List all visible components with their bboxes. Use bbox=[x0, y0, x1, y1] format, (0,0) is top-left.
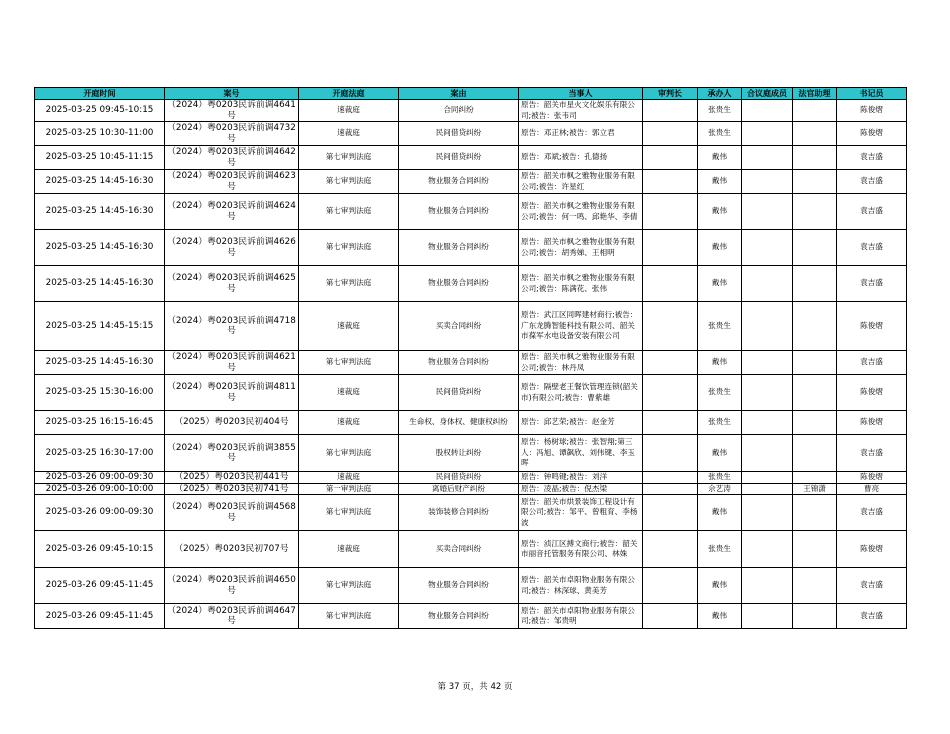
header-cause: 案由 bbox=[399, 88, 519, 100]
cell-panel-members bbox=[742, 495, 793, 531]
table-row bbox=[35, 495, 907, 531]
cell-hearing-time: 2025-03-25 10:45-11:15 bbox=[35, 146, 165, 170]
cell-cause: 股权转让纠纷 bbox=[399, 435, 519, 472]
table-body bbox=[35, 100, 907, 629]
cell-hearing-time: 2025-03-26 09:00-09:30 bbox=[35, 495, 165, 531]
cell-parties: 原告：武江区同晖建材商行;被告：广东龙腾智能科技有限公司、韶关市葆军水电设备安装有限公司 bbox=[519, 302, 643, 351]
cell-cause: 物业服务合同纠纷 bbox=[399, 351, 519, 375]
hearing-schedule-table bbox=[34, 87, 907, 629]
cell-presiding-judge bbox=[643, 170, 698, 194]
table-row bbox=[35, 194, 907, 230]
cell-panel-members bbox=[742, 351, 793, 375]
table-row bbox=[35, 302, 907, 351]
cell-case-number: （2024）粤0203民诉前调4624号 bbox=[165, 194, 299, 230]
cell-judge-assistant bbox=[793, 146, 837, 170]
cell-clerk: 陈俊熠 bbox=[837, 411, 907, 435]
cell-handler: 张贵生 bbox=[698, 302, 742, 351]
cell-presiding-judge bbox=[643, 266, 698, 302]
cell-courtroom: 速裁庭 bbox=[299, 411, 399, 435]
cell-presiding-judge bbox=[643, 604, 698, 629]
cell-hearing-time: 2025-03-25 14:45-15:15 bbox=[35, 302, 165, 351]
cell-judge-assistant bbox=[793, 604, 837, 629]
cell-handler: 戴伟 bbox=[698, 351, 742, 375]
cell-parties: 原告：邓斌;被告：孔德扬 bbox=[519, 146, 643, 170]
cell-panel-members bbox=[742, 302, 793, 351]
cell-parties: 原告：韶关市枫之雅物业服务有限公司;被告：胡秀娣、王相明 bbox=[519, 230, 643, 266]
cell-judge-assistant bbox=[793, 435, 837, 472]
cell-case-number: （2024）粤0203民诉前调4621号 bbox=[165, 351, 299, 375]
cell-courtroom: 第七审判法庭 bbox=[299, 435, 399, 472]
cell-panel-members bbox=[742, 230, 793, 266]
table-row bbox=[35, 170, 907, 194]
cell-courtroom: 第七审判法庭 bbox=[299, 604, 399, 629]
cell-presiding-judge bbox=[643, 435, 698, 472]
table-row bbox=[35, 100, 907, 122]
cell-presiding-judge bbox=[643, 100, 698, 122]
cell-presiding-judge bbox=[643, 495, 698, 531]
cell-clerk: 袁吉盛 bbox=[837, 568, 907, 604]
cell-cause: 物业服务合同纠纷 bbox=[399, 266, 519, 302]
header-handler: 承办人 bbox=[698, 88, 742, 100]
cell-cause: 物业服务合同纠纷 bbox=[399, 568, 519, 604]
cell-handler: 戴伟 bbox=[698, 495, 742, 531]
cell-hearing-time: 2025-03-25 15:30-16:00 bbox=[35, 375, 165, 411]
cell-clerk: 袁吉盛 bbox=[837, 604, 907, 629]
cell-presiding-judge bbox=[643, 375, 698, 411]
cell-presiding-judge bbox=[643, 411, 698, 435]
cell-case-number: （2025）粤0203民初404号 bbox=[165, 411, 299, 435]
header-hearing-time: 开庭时间 bbox=[35, 88, 165, 100]
cell-clerk: 曹亮 bbox=[837, 483, 907, 495]
cell-parties: 原告：韶关市枫之雅物业服务有限公司;被告：许星红 bbox=[519, 170, 643, 194]
cell-case-number: （2024）粤0203民诉前调4642号 bbox=[165, 146, 299, 170]
cell-case-number: （2024）粤0203民诉前调4647号 bbox=[165, 604, 299, 629]
cell-cause: 物业服务合同纠纷 bbox=[399, 194, 519, 230]
cell-case-number: （2024）粤0203民诉前调4811号 bbox=[165, 375, 299, 411]
cell-cause: 物业服务合同纠纷 bbox=[399, 604, 519, 629]
cell-clerk: 袁吉盛 bbox=[837, 351, 907, 375]
cell-presiding-judge bbox=[643, 230, 698, 266]
cell-panel-members bbox=[742, 100, 793, 122]
cell-parties: 原告：杨树球;被告：张智翔;第三人：冯旭、谭飙欣、刘伟键、李玉晖 bbox=[519, 435, 643, 472]
cell-parties: 原告：韶关市星火文化娱乐有限公司;被告：张韦司 bbox=[519, 100, 643, 122]
cell-judge-assistant bbox=[793, 122, 837, 146]
cell-panel-members bbox=[742, 194, 793, 230]
cell-hearing-time: 2025-03-26 09:45-11:45 bbox=[35, 604, 165, 629]
cell-handler: 戴伟 bbox=[698, 170, 742, 194]
cell-judge-assistant bbox=[793, 472, 837, 484]
cell-judge-assistant bbox=[793, 411, 837, 435]
cell-hearing-time: 2025-03-26 09:45-10:15 bbox=[35, 531, 165, 568]
header-presiding-judge: 审判长 bbox=[643, 88, 698, 100]
cell-hearing-time: 2025-03-25 14:45-16:30 bbox=[35, 266, 165, 302]
cell-parties: 原告：韶关市烘景装饰工程设计有限公司;被告：邹平、曾粗育、李杨波 bbox=[519, 495, 643, 531]
header-clerk: 书记员 bbox=[837, 88, 907, 100]
cell-parties: 原告：浈江区搏文商行;被告：韶关市丽音托管服务有限公司、林姝 bbox=[519, 531, 643, 568]
cell-hearing-time: 2025-03-25 14:45-16:30 bbox=[35, 230, 165, 266]
table-row bbox=[35, 568, 907, 604]
cell-parties: 原告：邱艺荣;被告：赵金芳 bbox=[519, 411, 643, 435]
cell-courtroom: 速裁庭 bbox=[299, 302, 399, 351]
cell-presiding-judge bbox=[643, 122, 698, 146]
cell-panel-members bbox=[742, 604, 793, 629]
cell-courtroom: 第七审判法庭 bbox=[299, 170, 399, 194]
table-row bbox=[35, 375, 907, 411]
cell-judge-assistant bbox=[793, 230, 837, 266]
cell-presiding-judge bbox=[643, 483, 698, 495]
cell-handler: 戴伟 bbox=[698, 230, 742, 266]
cell-case-number: （2025）粤0203民初741号 bbox=[165, 483, 299, 495]
cell-hearing-time: 2025-03-25 16:30-17:00 bbox=[35, 435, 165, 472]
cell-judge-assistant bbox=[793, 194, 837, 230]
header-case-number: 案号 bbox=[165, 88, 299, 100]
cell-handler: 张贵生 bbox=[698, 411, 742, 435]
cell-handler: 戴伟 bbox=[698, 194, 742, 230]
cell-cause: 离婚后财产纠纷 bbox=[399, 483, 519, 495]
cell-parties: 原告：韶关市枫之雅物业服务有限公司;被告：何一鸣、邱艳华、李倩 bbox=[519, 194, 643, 230]
cell-parties: 原告：韶关市枫之雅物业服务有限公司;被告：林丹凤 bbox=[519, 351, 643, 375]
cell-cause: 民间借贷纠纷 bbox=[399, 472, 519, 484]
cell-parties: 原告：钟鸣键;被告：刘洋 bbox=[519, 472, 643, 484]
cell-cause: 民间借贷纠纷 bbox=[399, 375, 519, 411]
cell-presiding-judge bbox=[643, 568, 698, 604]
cell-clerk: 袁吉盛 bbox=[837, 170, 907, 194]
cell-cause: 合同纠纷 bbox=[399, 100, 519, 122]
cell-judge-assistant bbox=[793, 495, 837, 531]
cell-clerk: 陈俊熠 bbox=[837, 375, 907, 411]
header-judge-assistant: 法官助理 bbox=[793, 88, 837, 100]
cell-courtroom: 第七审判法庭 bbox=[299, 266, 399, 302]
cell-hearing-time: 2025-03-25 14:45-16:30 bbox=[35, 170, 165, 194]
cell-parties: 原告：韶关市卓阳物业服务有限公司;被告：邹贵明 bbox=[519, 604, 643, 629]
cell-hearing-time: 2025-03-26 09:45-11:45 bbox=[35, 568, 165, 604]
table-row bbox=[35, 411, 907, 435]
cell-courtroom: 第七审判法庭 bbox=[299, 194, 399, 230]
cell-case-number: （2024）粤0203民诉前调4650号 bbox=[165, 568, 299, 604]
cell-presiding-judge bbox=[643, 194, 698, 230]
cell-presiding-judge bbox=[643, 472, 698, 484]
cell-clerk: 陈俊熠 bbox=[837, 302, 907, 351]
cell-clerk: 袁吉盛 bbox=[837, 495, 907, 531]
cell-case-number: （2024）粤0203民诉前调4623号 bbox=[165, 170, 299, 194]
cell-panel-members bbox=[742, 568, 793, 604]
cell-panel-members bbox=[742, 411, 793, 435]
cell-case-number: （2024）粤0203民诉前调4732号 bbox=[165, 122, 299, 146]
cell-presiding-judge bbox=[643, 351, 698, 375]
cell-case-number: （2025）粤0203民初441号 bbox=[165, 472, 299, 484]
cell-presiding-judge bbox=[643, 146, 698, 170]
cell-courtroom: 速裁庭 bbox=[299, 531, 399, 568]
cell-cause: 买卖合同纠纷 bbox=[399, 531, 519, 568]
table-row bbox=[35, 122, 907, 146]
cell-panel-members bbox=[742, 170, 793, 194]
cell-parties: 原告：韶关市枫之雅物业服务有限公司;被告：陈满花、张伟 bbox=[519, 266, 643, 302]
table-row bbox=[35, 604, 907, 629]
cell-panel-members bbox=[742, 435, 793, 472]
cell-cause: 物业服务合同纠纷 bbox=[399, 230, 519, 266]
cell-presiding-judge bbox=[643, 302, 698, 351]
cell-panel-members bbox=[742, 472, 793, 484]
cell-parties: 原告：隔壁老王餐饮管理连锁(韶关市)有限公司;被告：曹紫雄 bbox=[519, 375, 643, 411]
table-row bbox=[35, 435, 907, 472]
cell-cause: 生命权、身体权、健康权纠纷 bbox=[399, 411, 519, 435]
cell-parties: 原告：凌晶;被告：倪杰梁 bbox=[519, 483, 643, 495]
cell-cause: 装饰装修合同纠纷 bbox=[399, 495, 519, 531]
cell-panel-members bbox=[742, 531, 793, 568]
cell-judge-assistant bbox=[793, 568, 837, 604]
cell-courtroom: 第七审判法庭 bbox=[299, 146, 399, 170]
cell-handler: 佘艺涛 bbox=[698, 483, 742, 495]
cell-courtroom: 速裁庭 bbox=[299, 122, 399, 146]
table-row bbox=[35, 483, 907, 495]
header-panel-members: 合议庭成员 bbox=[742, 88, 793, 100]
cell-handler: 戴伟 bbox=[698, 604, 742, 629]
cell-presiding-judge bbox=[643, 531, 698, 568]
cell-clerk: 陈俊熠 bbox=[837, 100, 907, 122]
cell-parties: 原告：邓正林;被告：郭立君 bbox=[519, 122, 643, 146]
cell-judge-assistant bbox=[793, 100, 837, 122]
cell-parties: 原告：韶关市卓阳物业服务有限公司;被告：林深球、黄美芳 bbox=[519, 568, 643, 604]
cell-clerk: 陈俊熠 bbox=[837, 531, 907, 568]
cell-courtroom: 第一审判法庭 bbox=[299, 483, 399, 495]
header-courtroom: 开庭法庭 bbox=[299, 88, 399, 100]
cell-courtroom: 第七审判法庭 bbox=[299, 351, 399, 375]
cell-handler: 张贵生 bbox=[698, 375, 742, 411]
cell-cause: 民间借贷纠纷 bbox=[399, 146, 519, 170]
cell-panel-members bbox=[742, 266, 793, 302]
cell-clerk: 陈俊熠 bbox=[837, 472, 907, 484]
header-row bbox=[35, 88, 907, 100]
cell-courtroom: 速裁庭 bbox=[299, 100, 399, 122]
cell-panel-members bbox=[742, 122, 793, 146]
cell-judge-assistant bbox=[793, 302, 837, 351]
cell-courtroom: 第七审判法庭 bbox=[299, 230, 399, 266]
page-number: 第 37 页，共 42 页 bbox=[437, 682, 513, 692]
table-row bbox=[35, 230, 907, 266]
cell-hearing-time: 2025-03-26 09:00-10:00 bbox=[35, 483, 165, 495]
cell-judge-assistant bbox=[793, 170, 837, 194]
cell-handler: 张贵生 bbox=[698, 472, 742, 484]
table-row bbox=[35, 472, 907, 484]
cell-cause: 买卖合同纠纷 bbox=[399, 302, 519, 351]
cell-handler: 戴伟 bbox=[698, 146, 742, 170]
cell-case-number: （2024）粤0203民诉前调3855号 bbox=[165, 435, 299, 472]
cell-handler: 张贵生 bbox=[698, 122, 742, 146]
cell-cause: 物业服务合同纠纷 bbox=[399, 170, 519, 194]
cell-courtroom: 第七审判法庭 bbox=[299, 495, 399, 531]
cell-judge-assistant: 王锦潇 bbox=[793, 483, 837, 495]
cell-case-number: （2024）粤0203民诉前调4626号 bbox=[165, 230, 299, 266]
cell-hearing-time: 2025-03-25 14:45-16:30 bbox=[35, 194, 165, 230]
cell-clerk: 袁吉盛 bbox=[837, 435, 907, 472]
cell-hearing-time: 2025-03-25 14:45-16:30 bbox=[35, 351, 165, 375]
cell-cause: 民间借贷纠纷 bbox=[399, 122, 519, 146]
cell-case-number: （2024）粤0203民诉前调4568号 bbox=[165, 495, 299, 531]
cell-handler: 戴伟 bbox=[698, 568, 742, 604]
cell-judge-assistant bbox=[793, 375, 837, 411]
cell-clerk: 陈俊熠 bbox=[837, 122, 907, 146]
table-row bbox=[35, 266, 907, 302]
cell-judge-assistant bbox=[793, 531, 837, 568]
cell-panel-members bbox=[742, 375, 793, 411]
cell-case-number: （2024）粤0203民诉前调4641号 bbox=[165, 100, 299, 122]
cell-hearing-time: 2025-03-25 16:15-16:45 bbox=[35, 411, 165, 435]
cell-clerk: 袁吉盛 bbox=[837, 194, 907, 230]
cell-handler: 戴伟 bbox=[698, 435, 742, 472]
cell-clerk: 袁吉盛 bbox=[837, 146, 907, 170]
table-row bbox=[35, 351, 907, 375]
cell-panel-members bbox=[742, 483, 793, 495]
cell-judge-assistant bbox=[793, 351, 837, 375]
cell-hearing-time: 2025-03-25 10:30-11:00 bbox=[35, 122, 165, 146]
cell-handler: 张贵生 bbox=[698, 531, 742, 568]
table-row bbox=[35, 531, 907, 568]
cell-judge-assistant bbox=[793, 266, 837, 302]
header-parties: 当事人 bbox=[519, 88, 643, 100]
cell-case-number: （2024）粤0203民诉前调4625号 bbox=[165, 266, 299, 302]
cell-clerk: 袁吉盛 bbox=[837, 230, 907, 266]
cell-handler: 戴伟 bbox=[698, 266, 742, 302]
cell-case-number: （2025）粤0203民初707号 bbox=[165, 531, 299, 568]
cell-courtroom: 第七审判法庭 bbox=[299, 568, 399, 604]
cell-courtroom: 速裁庭 bbox=[299, 472, 399, 484]
cell-courtroom: 速裁庭 bbox=[299, 375, 399, 411]
cell-hearing-time: 2025-03-25 09:45-10:15 bbox=[35, 100, 165, 122]
cell-handler: 张贵生 bbox=[698, 100, 742, 122]
cell-panel-members bbox=[742, 146, 793, 170]
cell-hearing-time: 2025-03-26 09:00-09:30 bbox=[35, 472, 165, 484]
cell-case-number: （2024）粤0203民诉前调4718号 bbox=[165, 302, 299, 351]
cell-clerk: 袁吉盛 bbox=[837, 266, 907, 302]
table-row bbox=[35, 146, 907, 170]
